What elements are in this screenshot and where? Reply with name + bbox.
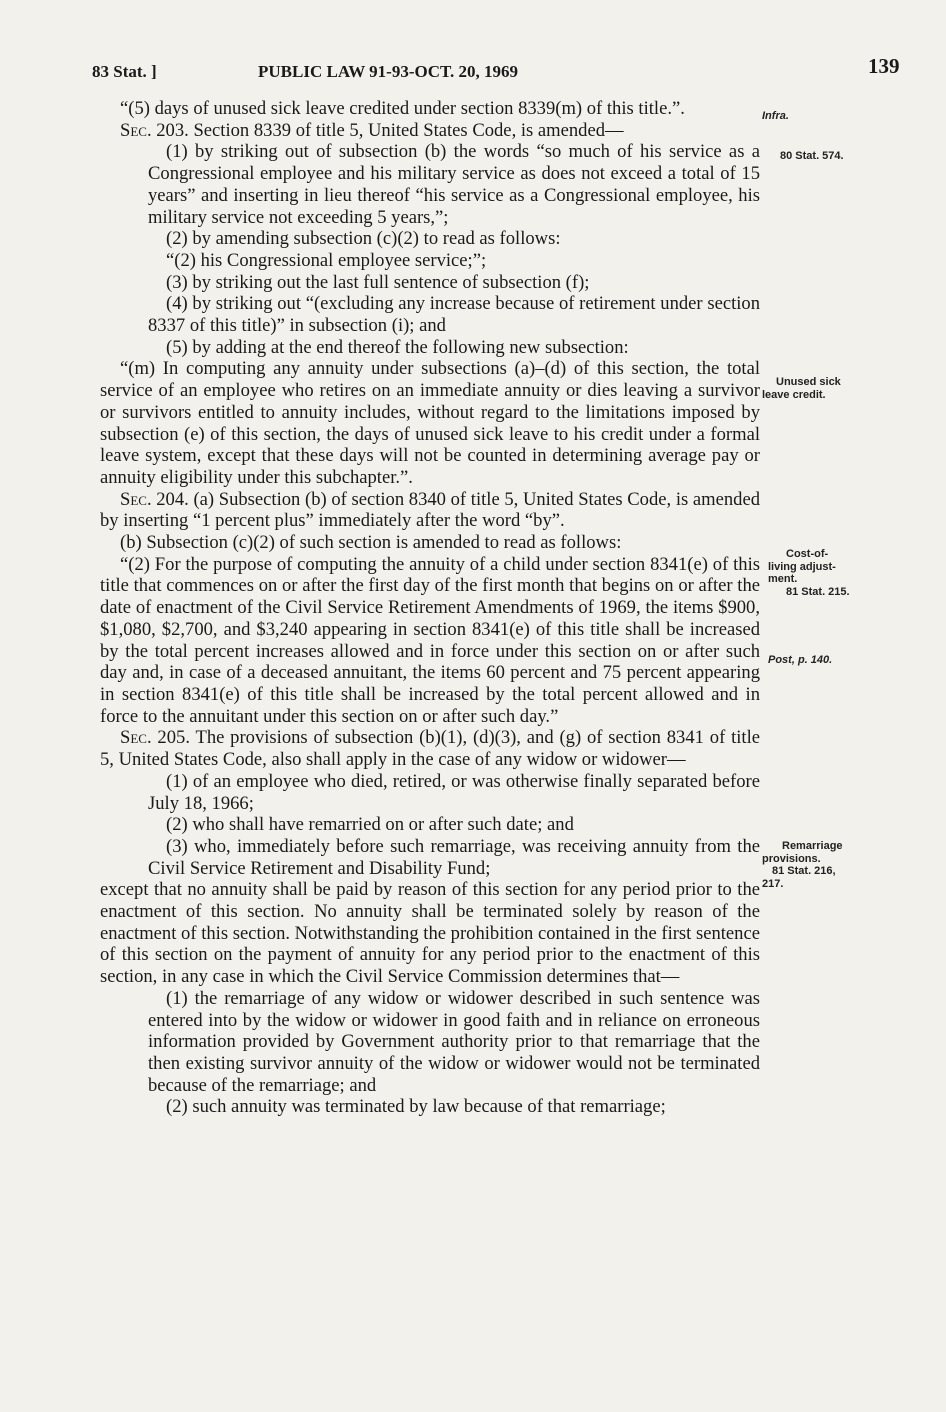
section-label: Sec. 205. [120,727,190,749]
quoted-text: “(2) his Congressional employee service;”; [166,249,487,271]
note-line: 81 Stat. 215. [786,585,850,598]
quoted-subsection-2: “(2) For the purpose of computing the annuity of a child under section 8341(e) of this title that commences on or after the first day of the first month that begins on or after the date of enactment of the Civil Service Retirement Amendments of 1969, the items $900, $1,080, $2,700, and $3,240 appearing in section 8341(e) of this title shall be increased by the total percent increases allowed and in force under this section on or after such day and, in case of a deceased annuitant, the items 60 percent and 75 percent appearing in section 8341(e) of this title shall be increased by the total percent allowed and in force to the annuitant under this section on or after such day.” [100,553,760,727]
note-line: Cost-of- [786,548,829,560]
list-item: (3) who, immediately before such remarriage, was receiving annuity from the Civil Service Retirement and Disability Fund; [148,835,760,879]
running-title: PUBLIC LAW 91-93-OCT. 20, 1969 [258,62,519,81]
note-line: 217. [762,877,784,890]
statute-body [100,98,760,1118]
note-line: leave credit. [762,388,826,401]
note-line: ment. [768,573,798,585]
section-label: Sec. 204. [120,488,189,510]
text: “(5) days of unused sick leave credited under section 8339(m) of this title.”. [120,98,685,119]
list-item: (2) by amending subsection (c)(2) to read as follows: [166,228,561,250]
list-item: (4) by striking out “(excluding any increase because of retirement under section 8337 of this title)” in subsection (i); and [148,293,760,337]
statute-volume-label: 83 Stat. ] [92,62,157,81]
page-number: 139 [868,54,900,78]
list-item: (3) by striking out the last full sentence of subsection (f); [166,271,590,293]
margin-note-cost-of-living [768,548,888,598]
section-204 [100,489,760,532]
note-line: living adjust- [768,560,836,573]
page-header [92,54,900,92]
paragraph-section-5-ref [100,98,760,120]
note-line: provisions. [762,852,821,865]
margin-note-infra [762,110,882,123]
margin-note-80-stat-574: 80 Stat. 574. [780,150,844,162]
section-text: The provisions of subsection (b)(1), (d)(3), and (g) of section 8341 of title 5, United States Code, also shall apply in the case of any widow or widower— [100,727,760,771]
note-line: Remarriage [782,840,843,852]
exception-paragraph: except that no annuity shall be paid by reason of this section for any period prior to the enactment of this section. No annuity shall be terminated solely by reason of the enactment of this section. Notwithstanding the prohibition contained in the first sentence of this section on the payment of annuity for any period prior to the enactment of this section, in any case in which the Civil Service Commission determines that— [100,879,760,988]
note-text: Infra. [762,110,789,122]
list-item: (1) of an employee who died, retired, or was otherwise finally separated before July 18, 1966; [148,770,760,814]
margin-note-unused-sick-leave [762,376,882,401]
note-text: Post, p. 140. [768,654,833,666]
note-line: Unused sick [776,376,841,388]
section-205 [100,727,760,770]
list-item: (1) the remarriage of any widow or widower described in such sentence was entered into by the widow or widower in good faith and in reliance on erroneous information provided by Government authority prior to that remarriage that the then existing survivor annuity of the widow or widower would not be terminated because of the remarriage; and [148,987,760,1096]
note-line: 81 Stat. 216, [772,865,836,877]
section-label: Sec. 203. [120,119,189,141]
margin-note-remarriage [762,840,882,890]
section-text: (a) Subsection (b) of section 8340 of title 5, United States Code, is amended by inserting “1 percent plus” immediately after the word “by”. [100,488,760,532]
list-item: (2) such annuity was terminated by law because of that remarriage; [166,1096,666,1118]
margin-note-post [768,654,888,667]
subsection-m: “(m) In computing any annuity under subsections (a)–(d) of this section, the total service of an employee who retires on an immediate annuity or dies leaving a survivor or survivors entitled to annuity includes, without regard to the limitations imposed by subsection (e) of this section, the days of unused sick leave to his credit under a formal leave system, except that these days will not be counted in determining average pay or annuity eligibility under this subchapter.”. [100,358,760,488]
section-text: Section 8339 of title 5, United States Code, is amended— [188,119,624,141]
list-item: (2) who shall have remarried on or after such date; and [166,814,574,836]
list-item: (5) by adding at the end thereof the following new subsection: [166,336,629,358]
section-203 [100,120,760,142]
list-item: (1) by striking out of subsection (b) the words “so much of his service as a Congressional employee and his military service as does not exceed a total of 15 years” and inserting in lieu thereof “his service as a Congressional employee, his military service not exceeding 5 years,”; [148,141,760,228]
section-204-b: (b) Subsection (c)(2) of such section is amended to read as follows: [120,532,622,554]
